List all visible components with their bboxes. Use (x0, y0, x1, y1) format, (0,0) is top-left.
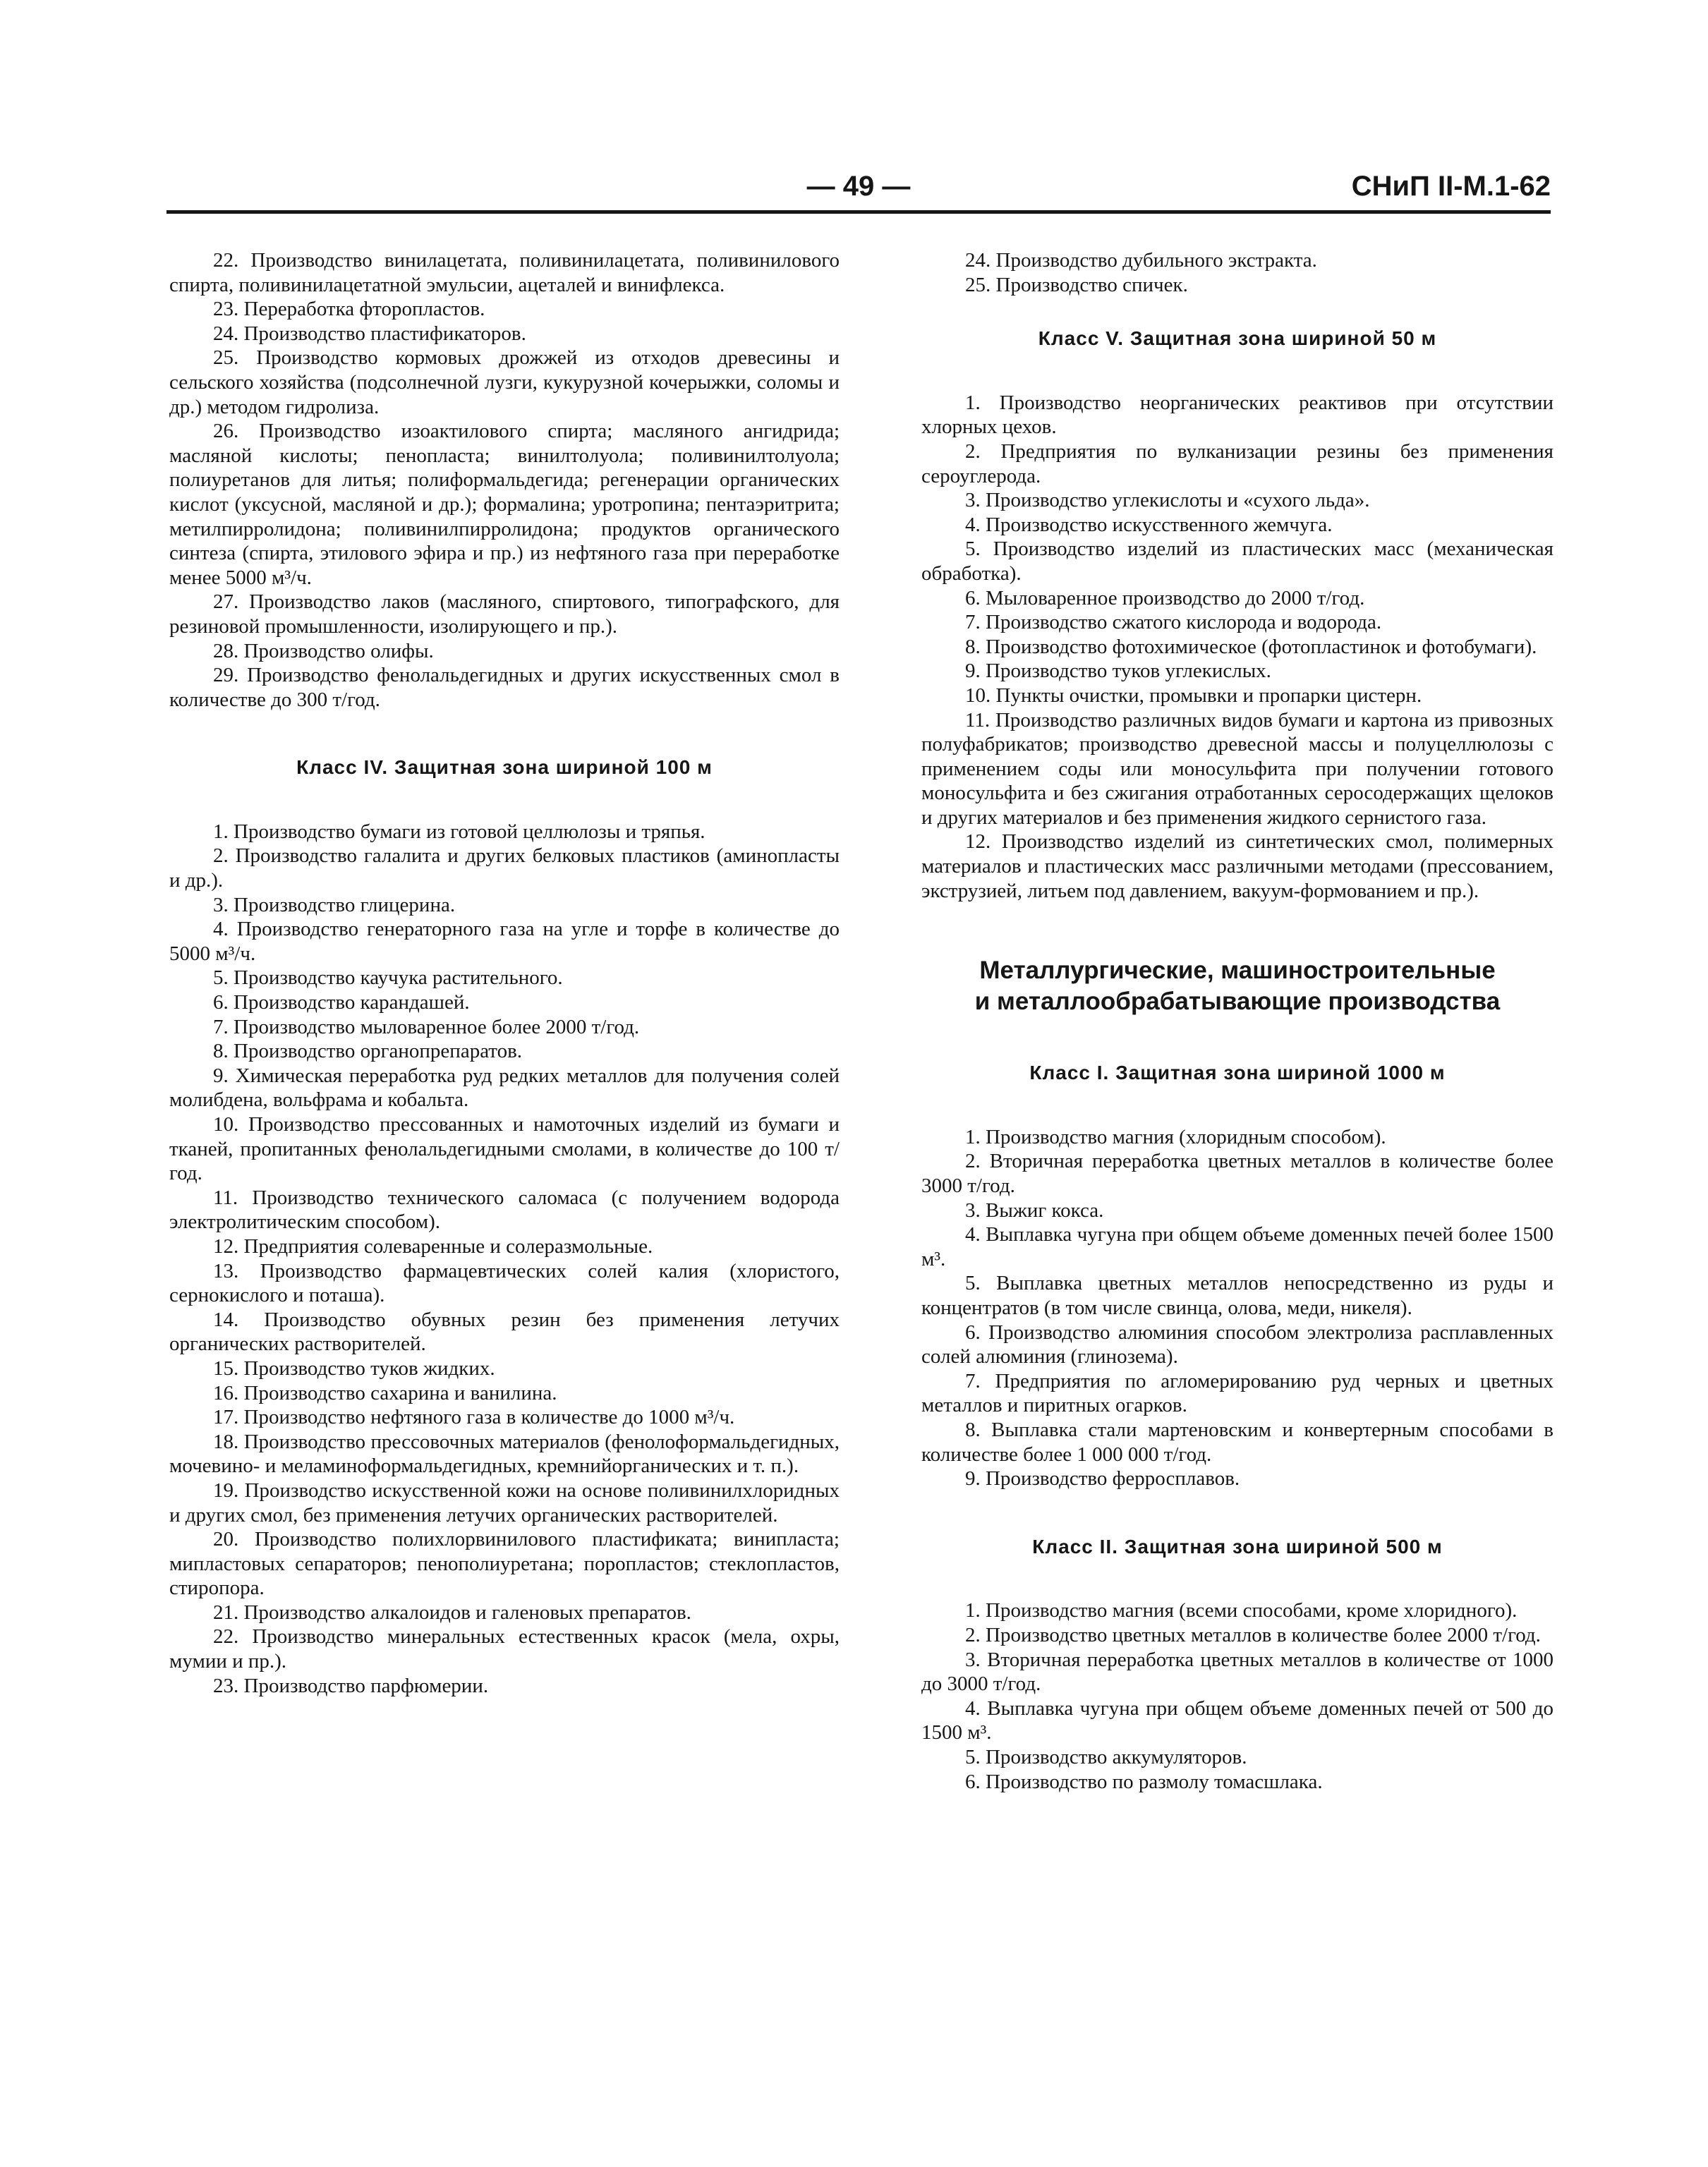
list-item: 4. Производство генераторного газа на угле и торфе в количестве до 5000 м³/ч. (169, 918, 840, 965)
list-item: 24. Производство пластификаторов. (213, 322, 526, 345)
list-item: 23. Производство парфюмерии. (213, 1674, 489, 1697)
left-column (169, 248, 840, 1698)
class-5-heading: Класс V. Защитная зона шириной 50 м (1038, 327, 1437, 350)
class-5-list (921, 391, 1553, 903)
list-item: 11. Производство различных видов бумаги и картона из привозных полуфабрикатов; производство древесной массы и полуцеллюлозы с применением соды или моносульфита при получении готового моносульфита и без сжигания отработанных серосодержащих щелоков и других материалов и без применения жидкого сернистого газа. (921, 708, 1553, 829)
list-item: 10. Пункты очистки, промывки и пропарки цистерн. (965, 684, 1422, 707)
list-item: 4. Выплавка чугуна при общем объеме доменных печей более 1500 м³. (921, 1223, 1553, 1270)
list-item: 3. Выжиг кокса. (965, 1198, 1104, 1222)
list-item: 6. Производство карандашей. (213, 991, 470, 1014)
section-title-line-1: Металлургические, машиностроительные (979, 957, 1496, 985)
list-item: 18. Производство прессовочных материалов (фенолоформальдегидных, мочевино- и меламиноформальдегидных, кремнийорганических и т. п.). (169, 1430, 840, 1478)
list-item: 11. Производство технического саломаса (с получением водорода электролитическим способом). (169, 1186, 840, 1234)
metallurgy-class-1-list (921, 1125, 1553, 1491)
list-item: 14. Производство обувных резин без применения летучих органических растворителей. (169, 1308, 840, 1356)
document-code: СНиП II-М.1-62 (1351, 171, 1551, 202)
list-item: 10. Производство прессованных и намоточных изделий из бумаги и тканей, пропитанных фенолальдегидными смолами, в количестве до 100 т/год. (169, 1113, 840, 1185)
list-item: 2. Предприятия по вулканизации резины без применения сероуглерода. (921, 439, 1553, 487)
list-item: 29. Производство фенолальдегидных и других искусственных смол в количестве до 300 т/год. (169, 664, 840, 711)
list-continued (921, 248, 1553, 297)
list-item: 25. Производство спичек. (965, 273, 1188, 296)
metallurgy-class-2-list (921, 1598, 1553, 1794)
list-item: 5. Производство аккумуляторов. (965, 1745, 1247, 1768)
list-item: 1. Производство неорганических реактивов при отсутствии хлорных цехов. (921, 391, 1553, 439)
list-item: 3. Производство углекислоты и «сухого льда». (965, 489, 1370, 512)
list-item: 26. Производство изоактилового спирта; масляного ангидрида; масляной кислоты; пенопласта; винилтолуола; поливинилтолуола; полиуретанов для литья; полиформальдегида; регенерации органических кислот (уксусной, масляной и др.); формалина; уротропина; пентаэритрита; метилпирролидона; поливинилпирролидона; продуктов органического синтеза (спирта, этилового эфира и пр.) из нефтяного газа при переработке менее 5000 м³/ч. (169, 420, 840, 589)
list-item: 3. Вторичная переработка цветных металлов в количестве от 1000 до 3000 т/год. (921, 1648, 1553, 1696)
list-item: 8. Производство фотохимическое (фотопластинок и фотобумаги). (965, 635, 1537, 658)
list-item: 7. Предприятия по агломерированию руд черных и цветных металлов и пиритных огарков. (921, 1369, 1553, 1417)
right-column (921, 248, 1553, 1794)
list-item: 28. Производство олифы. (213, 639, 434, 662)
list-continued (169, 248, 840, 712)
list-item: 23. Переработка фторопластов. (213, 298, 485, 321)
list-item: 7. Производство мыловаренное более 2000 т/год. (213, 1015, 640, 1038)
metallurgy-class-2-heading: Класс II. Защитная зона шириной 500 м (1032, 1535, 1443, 1558)
list-item: 9. Производство ферросплавов. (965, 1467, 1240, 1491)
list-item: 13. Производство фармацевтических солей калия (хлористого, сернокислого и поташа). (169, 1259, 840, 1307)
list-item: 19. Производство искусственной кожи на основе поливинилхлоридных и других смол, без применения летучих органических растворителей. (169, 1479, 840, 1526)
list-item: 16. Производство сахарина и ванилина. (213, 1381, 557, 1404)
list-item: 7. Производство сжатого кислорода и водорода. (965, 611, 1382, 634)
list-item: 5. Производство изделий из пластических масс (механическая обработка). (921, 538, 1553, 585)
list-item: 21. Производство алкалоидов и галеновых препаратов. (213, 1601, 691, 1624)
list-item: 24. Производство дубильного экстракта. (965, 249, 1317, 272)
page-header (166, 171, 1551, 216)
list-item: 6. Производство по размолу томасшлака. (965, 1770, 1323, 1793)
list-item: 12. Предприятия солеваренные и солеразмольные. (213, 1234, 653, 1258)
list-item: 22. Производство винилацетата, поливинилацетата, поливинилового спирта, поливинилацетатной эмульсии, ацеталей и винифлекса. (169, 249, 840, 296)
list-item: 3. Производство глицерина. (213, 893, 456, 916)
list-item: 4. Выплавка чугуна при общем объеме доменных печей от 500 до 1500 м³. (921, 1696, 1553, 1744)
list-item: 1. Производство магния (всеми способами, кроме хлоридного). (965, 1599, 1518, 1622)
list-item: 1. Производство бумаги из готовой целлюлозы и тряпья. (213, 820, 705, 843)
list-item: 9. Производство туков углекислых. (965, 660, 1271, 683)
metallurgy-class-1-heading: Класс I. Защитная зона шириной 1000 м (1029, 1062, 1446, 1084)
list-item: 8. Выплавка стали мартеновским и конвертерным способами в количестве более 1 000 000 т/год. (921, 1418, 1553, 1466)
list-item: 6. Мыловаренное производство до 2000 т/год. (965, 586, 1365, 609)
list-item: 9. Химическая переработка руд редких металлов для получения солей молибдена, вольфрама и кобальта. (169, 1064, 840, 1112)
list-item: 2. Производство цветных металлов в количестве более 2000 т/год. (965, 1623, 1541, 1646)
list-item: 4. Производство искусственного жемчуга. (965, 513, 1333, 536)
list-item: 6. Производство алюминия способом электролиза расплавленных солей алюминия (глинозема). (921, 1321, 1553, 1368)
list-item: 15. Производство туков жидких. (213, 1356, 495, 1380)
list-item: 17. Производство нефтяного газа в количестве до 1000 м³/ч. (213, 1406, 735, 1429)
list-item: 2. Вторичная переработка цветных металлов в количестве более 3000 т/год. (921, 1150, 1553, 1198)
list-item: 5. Выплавка цветных металлов непосредственно из руды и концентратов (в том числе свинца, олова, меди, никеля). (921, 1272, 1553, 1319)
list-item: 5. Производство каучука растительного. (213, 966, 563, 990)
list-item: 12. Производство изделий из синтетических смол, полимерных материалов и пластических масс различными методами (прессованием, экструзией, литьем под давлением, вакуум-формованием и пр.). (921, 830, 1553, 902)
list-item: 22. Производство минеральных естественных красок (мела, охры, мумии и пр.). (169, 1625, 840, 1673)
list-item: 1. Производство магния (хлоридным способом). (965, 1125, 1386, 1148)
list-item: 27. Производство лаков (масляного, спиртового, типографского, для резиновой промышленности, изолирующего и пр.). (169, 590, 840, 638)
section-title (921, 955, 1553, 1017)
list-item: 20. Производство полихлорвинилового пластификата; винипласта; мипластовых сепараторов; пенополиуретана; поропластов; стеклопластов, стиропора. (169, 1528, 840, 1600)
page-number: — 49 — (806, 171, 911, 202)
class-4-heading: Класс IV. Защитная зона шириной 100 м (296, 756, 713, 779)
list-item: 2. Производство галалита и других белковых пластиков (аминопласты и др.). (169, 844, 840, 892)
header-rule (166, 210, 1551, 214)
list-item: 8. Производство органопрепаратов. (213, 1040, 523, 1063)
section-title-line-2: и металлообрабатывающие производства (974, 988, 1501, 1016)
class-4-list (169, 820, 840, 1698)
list-item: 25. Производство кормовых дрожжей из отходов древесины и сельского хозяйства (подсолнечной лузги, кукурузной кочерыжки, соломы и др.) методом гидролиза. (169, 346, 840, 418)
